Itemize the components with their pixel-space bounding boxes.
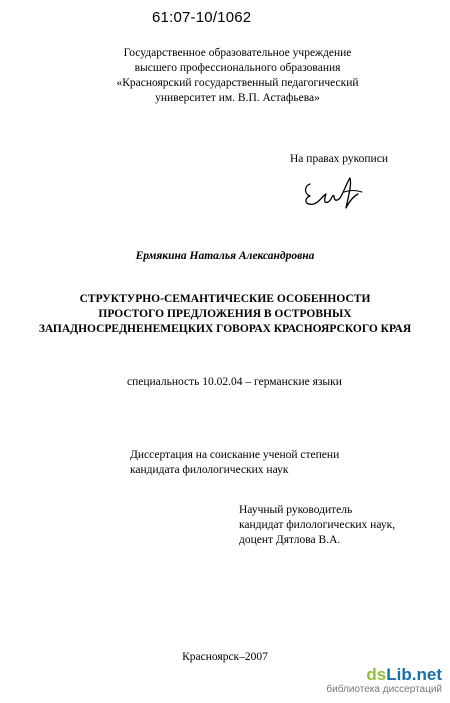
dslib-watermark[interactable] (326, 666, 442, 695)
dslib-logo: dsLib.net (366, 665, 442, 684)
title-line: ПРОСТОГО ПРЕДЛОЖЕНИЯ В ОСТРОВНЫХ (98, 308, 352, 320)
degree-line: кандидата филологических наук (130, 464, 289, 476)
institution-line: «Красноярский государственный педагогический (116, 77, 359, 89)
title-line: ЗАПАДНОСРЕДНЕНЕМЕЦКИХ ГОВОРАХ КРАСНОЯРСКОГО КРАЯ (38, 323, 412, 335)
dissertation-title (30, 292, 420, 337)
institution-line: Государственное образовательное учреждение (123, 47, 352, 59)
dslib-subtitle: библиотека диссертаций (326, 684, 442, 695)
author-name: Ермякина Наталья Александровна (135, 250, 315, 262)
city-year: Красноярск–2007 (182, 651, 268, 663)
document-code: 61:07-10/1062 (152, 9, 252, 26)
supervisor-line: доцент Дятлова В.А. (239, 534, 341, 546)
institution-line: университет им. В.П. Астафьева» (155, 92, 320, 104)
manuscript-rights-label: На правах рукописи (290, 153, 388, 165)
supervisor-block (239, 503, 395, 548)
handwritten-signature (300, 172, 370, 214)
title-line: СТРУКТУРНО-СЕМАНТИЧЕСКИЕ ОСОБЕННОСТИ (79, 293, 371, 305)
supervisor-line: Научный руководитель (239, 504, 353, 516)
institution-block (60, 46, 415, 106)
degree-line: Диссертация на соискание ученой степени (130, 449, 340, 461)
supervisor-line: кандидат филологических наук, (239, 519, 396, 531)
specialty: специальность 10.02.04 – германские языки (127, 376, 342, 388)
degree-statement (130, 448, 339, 478)
institution-line: высшего профессионального образования (134, 62, 341, 74)
